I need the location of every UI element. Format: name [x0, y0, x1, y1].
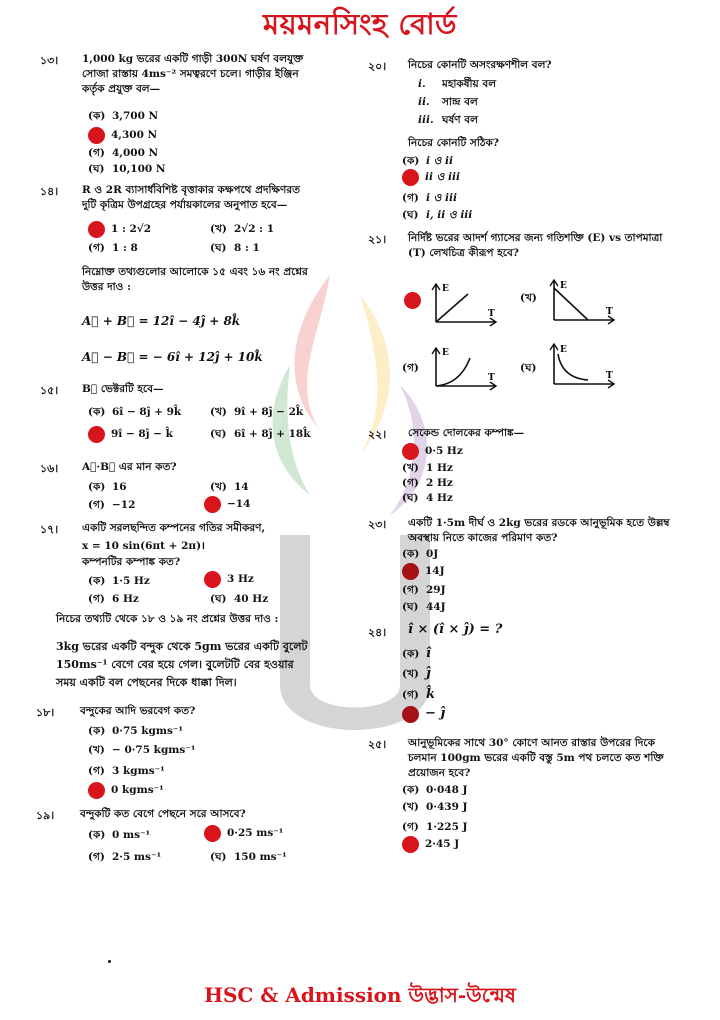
- axis-label-t: T: [606, 307, 613, 317]
- option[interactable]: [210, 851, 287, 864]
- question-number: ২৫।: [368, 738, 387, 751]
- option-label: (গ): [88, 499, 105, 511]
- option-correct[interactable]: [402, 706, 445, 723]
- question-stem: বন্দুকের আদি ভরবেগ কত?: [80, 705, 196, 717]
- option[interactable]: [402, 666, 431, 682]
- graph-curve-decay: [548, 340, 620, 392]
- option-text: ii ও iii: [425, 170, 460, 183]
- question-number: ১৮।: [36, 706, 55, 719]
- option-text: 16: [112, 481, 127, 493]
- option-label: (খ): [402, 667, 419, 680]
- option[interactable]: [402, 192, 457, 205]
- answer-marker-icon: [88, 221, 105, 238]
- option-text: 8 : 1: [234, 242, 260, 254]
- option[interactable]: [210, 481, 249, 494]
- option-correct[interactable]: [88, 221, 151, 238]
- option-text: 2·45 J: [425, 837, 460, 850]
- option-label: (ক): [88, 110, 106, 122]
- option-label: (ঘ): [88, 163, 105, 175]
- info-text: নিম্নোক্ত তথ্যগুলোর আলোকে ১৫ এবং ১৬ নং প্রশ্নের উত্তর দাও :: [82, 266, 308, 293]
- option-text: −14: [227, 497, 251, 510]
- footer-brand: HSC & Admission উদ্ভাস-উন্মেষ: [204, 983, 516, 1007]
- question-stem: নির্দিষ্ট ভরের আদর্শ গ্যাসের জন্য গতিশক্তি (E) vs তাপমাত্রা (T) লেখচিত্র কীরূপ হবে?: [408, 232, 663, 259]
- option[interactable]: [88, 593, 139, 606]
- option[interactable]: [402, 784, 468, 797]
- option-text: 0·75 kgms⁻¹: [112, 725, 184, 737]
- option[interactable]: [88, 499, 135, 512]
- option-text: i ও iii: [426, 192, 457, 204]
- option-label: (গ): [402, 821, 419, 833]
- option-label: (ঘ): [210, 593, 227, 605]
- answer-marker-icon: [204, 571, 221, 588]
- option-label: (ক): [88, 829, 106, 841]
- option-text: 40 Hz: [234, 593, 269, 605]
- option-label: (খ): [210, 406, 227, 418]
- option-text: 4,000 N: [112, 147, 159, 159]
- answer-marker-icon: [204, 825, 221, 842]
- option-text: 0J: [426, 548, 439, 560]
- option-correct[interactable]: [402, 563, 445, 580]
- option[interactable]: [88, 406, 181, 419]
- option-text: i, ii ও iii: [426, 209, 473, 221]
- stray-dot: [108, 960, 111, 963]
- option-correct[interactable]: [204, 496, 250, 513]
- option[interactable]: [210, 593, 268, 606]
- question-stem: B⃗ ভেক্টরটি হবে—: [82, 383, 164, 395]
- option[interactable]: [88, 110, 158, 123]
- option[interactable]: [402, 209, 472, 222]
- option-correct[interactable]: [402, 443, 463, 460]
- option-label: (খ): [402, 801, 419, 813]
- option[interactable]: [88, 744, 195, 757]
- question-stem: কম্পনটির কম্পাঙ্ক কত?: [82, 556, 181, 568]
- option-label: (ক): [402, 647, 420, 660]
- option-correct[interactable]: [204, 825, 283, 842]
- option-text: 0·048 J: [426, 784, 468, 796]
- answer-marker-icon: [404, 292, 421, 309]
- option[interactable]: [402, 601, 446, 614]
- option-label: (গ): [402, 192, 419, 204]
- option[interactable]: [210, 406, 303, 419]
- question-number: ২২।: [368, 428, 387, 441]
- option-label: (খ): [402, 462, 419, 474]
- option-label-wrap[interactable]: [520, 362, 538, 375]
- question-stem: î × (î × ĵ) = ?: [408, 622, 503, 637]
- question-number: ১৯।: [36, 809, 55, 822]
- option[interactable]: [88, 575, 150, 588]
- option[interactable]: [88, 163, 165, 176]
- answer-marker-icon: [88, 782, 105, 799]
- option[interactable]: [88, 829, 150, 842]
- option[interactable]: [210, 242, 260, 255]
- option-text: 3 kgms⁻¹: [112, 765, 165, 777]
- option[interactable]: [402, 492, 453, 505]
- statement-label: ii.: [418, 96, 430, 108]
- option[interactable]: [210, 428, 311, 441]
- question-number: ১৩।: [40, 54, 59, 67]
- statement-label: i.: [418, 78, 426, 90]
- axis-label-t: T: [488, 309, 495, 319]
- option-label: (ঘ): [402, 601, 419, 613]
- statement: [418, 96, 478, 109]
- option[interactable]: [210, 223, 274, 236]
- option-text: 9î + 8ĵ − 2k̂: [234, 406, 304, 418]
- option-text: 3,700 N: [112, 110, 159, 122]
- question-stem: একটি 1·5m দীর্ঘ ও 2kg ভরের রডকে আনুভূমিক হতে উল্লম্ব অবস্থায় নিতে কাজের পরিমাণ কত?: [408, 517, 670, 544]
- option[interactable]: [402, 462, 453, 475]
- option-text: 29J: [426, 584, 446, 596]
- question-stem: একটি সরলছন্দিত কম্পনের গতির সমীকরণ,: [82, 522, 266, 534]
- option-text: 1·5 Hz: [112, 575, 150, 587]
- option-text: − 0·75 kgms⁻¹: [112, 744, 196, 756]
- option-label: (ক): [88, 575, 106, 587]
- graph-linear: [430, 280, 502, 328]
- option-label: (ক): [88, 725, 106, 737]
- option-correct[interactable]: [204, 571, 254, 588]
- option[interactable]: [88, 725, 183, 738]
- option-label: (গ): [402, 362, 419, 374]
- option-label: (ক): [402, 784, 420, 796]
- option[interactable]: [402, 477, 453, 490]
- statement: [418, 114, 478, 127]
- answer-marker-icon: [402, 563, 419, 580]
- statement-text: সান্দ্র বল: [442, 96, 478, 108]
- option-label: (গ): [88, 765, 105, 777]
- axis-label-t: T: [606, 371, 613, 381]
- option-text: 1·225 J: [426, 821, 468, 833]
- question-stem: নিচের কোনটি অসংরক্ষণশীল বল?: [408, 59, 552, 71]
- answer-marker-icon: [402, 836, 419, 853]
- answer-marker-icon: [204, 496, 221, 513]
- option[interactable]: [88, 147, 158, 160]
- option-label: (গ): [88, 593, 105, 605]
- option-text: 3 Hz: [227, 572, 254, 585]
- option-text: 2 Hz: [426, 477, 453, 489]
- question-stem: R ও 2R ব্যাসার্ধবিশিষ্ট বৃত্তাকার কক্ষপথে প্রদক্ষিণরত দুটি কৃত্রিম উপগ্রহের পর্যায়কালের অনুপাত হবে—: [82, 184, 301, 211]
- question-number: ২৪।: [368, 626, 387, 639]
- option-text: 0 kgms⁻¹: [111, 783, 164, 796]
- option-text: 0 ms⁻¹: [112, 829, 151, 841]
- option-label: (ক): [402, 548, 420, 560]
- statement: [418, 78, 496, 91]
- graph-curve-up: [430, 344, 502, 392]
- info-text: নিচের তথ্যটি থেকে ১৮ ও ১৯ নং প্রশ্নের উত্তর দাও :: [56, 613, 279, 625]
- option[interactable]: [88, 242, 138, 255]
- option-label-wrap[interactable]: [402, 362, 420, 375]
- option-text: 14: [234, 481, 249, 493]
- question-stem: A⃗·B⃗ এর মান কত?: [82, 461, 177, 473]
- option[interactable]: [88, 851, 161, 864]
- question-number: ১৫।: [40, 384, 59, 397]
- option-label: (খ): [520, 292, 537, 304]
- option-label: (ক): [402, 155, 420, 167]
- question-stem: সেকেন্ড দোলকের কম্পাঙ্ক—: [408, 427, 525, 439]
- equation: A⃗ − B⃗ = − 6î + 12ĵ + 10k̂: [82, 350, 263, 364]
- option-correct[interactable]: [88, 127, 157, 144]
- option-label: (ক): [88, 406, 106, 418]
- option-label: (ঘ): [402, 209, 419, 221]
- option-text: 1 Hz: [426, 462, 453, 474]
- option-text: 9î − 8ĵ − k̂: [111, 427, 173, 440]
- option-text: 0·5 Hz: [425, 444, 463, 457]
- option-label: (ঘ): [520, 362, 537, 374]
- question-number: ১৬।: [40, 462, 59, 475]
- option-label-wrap[interactable]: [520, 292, 538, 305]
- option[interactable]: [402, 155, 453, 168]
- option-text: − ĵ: [425, 706, 446, 722]
- equation: A⃗ + B⃗ = 12î − 4ĵ + 8k̂: [82, 314, 241, 328]
- option-correct[interactable]: [402, 169, 460, 186]
- option[interactable]: [402, 646, 431, 662]
- option-label: (খ): [210, 481, 227, 493]
- option[interactable]: [402, 548, 438, 561]
- question-equation: x = 10 sin(6πt + 2π)।: [82, 540, 206, 552]
- statement-text: ঘর্ষণ বল: [442, 114, 478, 126]
- option-text: −12: [112, 499, 136, 511]
- option-label: (খ): [88, 744, 105, 756]
- option-text: 0·439 J: [426, 801, 468, 813]
- question-number: ২০।: [368, 60, 387, 73]
- option-text: 1 : 8: [112, 242, 138, 254]
- answer-marker-icon: [402, 169, 419, 186]
- answer-marker-icon: [402, 706, 419, 723]
- option[interactable]: [402, 801, 468, 814]
- option-text: ĵ: [426, 666, 431, 681]
- option-text: 0·25 ms⁻¹: [227, 826, 284, 839]
- option-label: (ঘ): [210, 428, 227, 440]
- answer-marker-icon: [402, 443, 419, 460]
- question-stem: বন্দুকটি কত বেগে পেছনে সরে আসবে?: [80, 808, 246, 820]
- axis-label-e: E: [560, 345, 567, 355]
- option-text: 2·5 ms⁻¹: [112, 851, 162, 863]
- question-sub: নিচের কোনটি সঠিক?: [408, 137, 499, 149]
- question-number: ২১।: [368, 233, 387, 246]
- option-label: (ঘ): [210, 242, 227, 254]
- option-label: (গ): [88, 242, 105, 254]
- answer-marker-icon: [88, 127, 105, 144]
- option-text: 6î + 8ĵ + 18k̂: [234, 428, 311, 440]
- option-label: (গ): [402, 584, 419, 596]
- option-text: 2√2 : 1: [234, 223, 275, 235]
- option-label: (গ): [402, 477, 419, 489]
- option-text: i ও ii: [426, 155, 454, 167]
- option-text: 44J: [426, 601, 446, 613]
- axis-label-e: E: [560, 281, 567, 291]
- statement-text: মহাকর্ষীয় বল: [442, 78, 497, 90]
- option[interactable]: [88, 765, 165, 778]
- option-text: 6 Hz: [112, 593, 139, 605]
- option-text: 1 : 2√2: [111, 222, 152, 235]
- option[interactable]: [402, 687, 435, 703]
- option-text: 14J: [425, 564, 445, 577]
- statement-label: iii.: [418, 114, 434, 126]
- option-text: 150 ms⁻¹: [234, 851, 287, 863]
- option-label: (ঘ): [210, 851, 227, 863]
- axis-label-e: E: [442, 348, 449, 358]
- option-text: î: [426, 646, 431, 661]
- page-title: ময়মনসিংহ বোর্ড: [262, 7, 458, 41]
- option-label: (গ): [402, 688, 419, 701]
- option-label: (খ): [210, 223, 227, 235]
- question-stem: আনুভূমিকের সাথে 30° কোণে আনত রাস্তার উপরের দিকে চলমান 100gm ভরের একটি বস্তু 5m পথ চলতে কত শক্তি প্রয়োজন হবে?: [408, 737, 664, 779]
- option-text: 6î − 8ĵ + 9k̂: [112, 406, 182, 418]
- answer-marker-icon: [88, 426, 105, 443]
- info-text: 3kg ভরের একটি বন্দুক থেকে 5gm ভরের একটি বুলেট 150ms⁻¹ বেগে বের হয়ে গেল। বুলেটটি বের হওয়ার সময় একটি বল পেছনের দিকে ধাক্কা দিল।: [56, 640, 308, 689]
- option[interactable]: [88, 481, 127, 494]
- option-correct[interactable]: [88, 426, 173, 443]
- option-label: (ঘ): [402, 492, 419, 504]
- option[interactable]: [402, 584, 446, 597]
- option-label: (ক): [88, 481, 106, 493]
- option-text: 10,100 N: [112, 163, 166, 175]
- axis-label-e: E: [442, 284, 449, 294]
- question-number: ২৩।: [368, 518, 387, 531]
- option-correct[interactable]: [88, 782, 164, 799]
- question-number: ১৭।: [40, 523, 59, 536]
- option-label: (গ): [88, 851, 105, 863]
- question-stem: 1,000 kg ভরের একটি গাড়ী 300N ঘর্ষণ বলযুক্ত সোজা রাস্তায় 4ms⁻² সমত্বরণে চলে। গাড়ীর ইঞ্জিন কর্তৃক প্রযুক্ত বল—: [82, 53, 304, 95]
- axis-label-t: T: [488, 373, 495, 383]
- graph-decreasing-linear: [548, 276, 620, 328]
- option[interactable]: [402, 821, 468, 834]
- option-correct[interactable]: [402, 836, 459, 853]
- option-text: 4 Hz: [426, 492, 453, 504]
- option-text: k̂: [426, 687, 436, 702]
- question-number: ১৪।: [40, 185, 59, 198]
- option-label: (গ): [88, 147, 105, 159]
- option-text: 4,300 N: [111, 128, 158, 141]
